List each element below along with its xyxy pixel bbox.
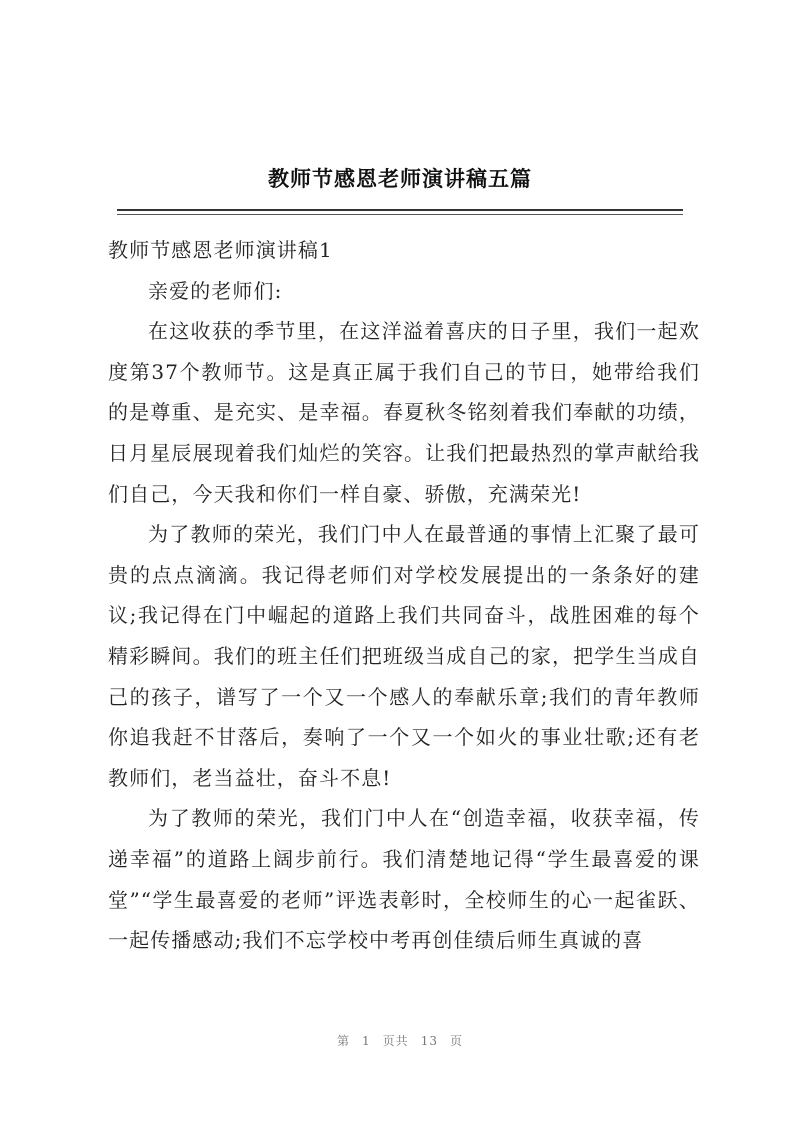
page-title: 教师节感恩老师演讲稿五篇 xyxy=(268,166,532,191)
title-underline-thick xyxy=(117,209,683,211)
footer-current-page: 1 xyxy=(362,1034,371,1048)
section-heading: 教师节感恩老师演讲稿1 xyxy=(108,238,333,262)
paragraph: 在这收获的季节里，在这洋溢着喜庆的日子里，我们一起欢度第37个教师节。这是真正属于我们自己的节日，她带给我们的是尊重、是充实、是幸福。春夏秋冬铭刻着我们奉献的功绩，日月星辰展现着我们灿烂的笑容。让我们把最热烈的掌声献给我们自己，今天我和你们一样自豪、骄傲，充满荣光! xyxy=(108,319,700,506)
page-footer xyxy=(0,1032,800,1049)
paragraph: 为了教师的荣光，我们门中人在“创造幸福，收获幸福，传递幸福”的道路上阔步前行。我们清楚地记得“学生最喜爱的课堂”“学生最喜爱的老师”评选表彰时，全校师生的心一起雀跃、一起传播感动;我们不忘学校中考再创佳绩后师生真诚的喜 xyxy=(108,806,700,953)
footer-middle: 页共 xyxy=(382,1034,409,1048)
salutation: 亲爱的老师们: xyxy=(148,278,283,303)
document-body xyxy=(108,230,700,961)
footer-prefix: 第 xyxy=(337,1034,351,1048)
title-underline-thin xyxy=(117,214,683,215)
paragraph: 为了教师的荣光，我们门中人在最普通的事情上汇聚了最可贵的点点滴滴。我记得老师们对学校发展提出的一条条好的建议;我记得在门中崛起的道路上我们共同奋斗，战胜困难的每个精彩瞬间。我们的班主任们把班级当成自己的家，把学生当成自己的孩子，谱写了一个又一个感人的奉献乐章;我们的青年教师你追我赶不甘落后，奏响了一个又一个如火的事业壮歌;还有老教师们，老当益壮，奋斗不息! xyxy=(108,522,700,790)
footer-suffix: 页 xyxy=(449,1034,463,1048)
footer-total-pages: 13 xyxy=(420,1034,438,1048)
